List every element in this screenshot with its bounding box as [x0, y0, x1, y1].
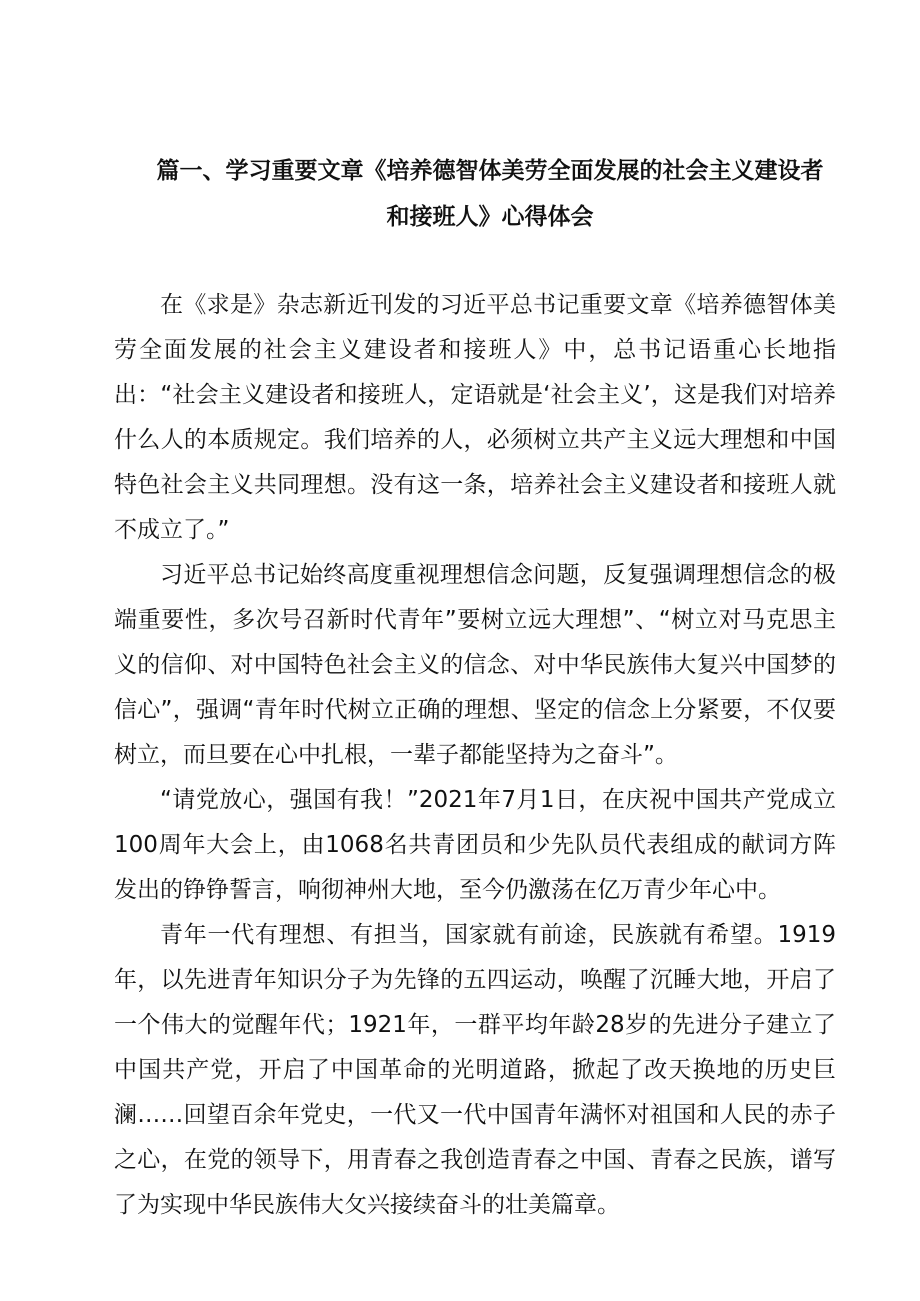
paragraph-1: 在《求是》杂志新近刊发的习近平总书记重要文章《培养德智体美劳全面发展的社会主义建设者和接班人》中，总书记语重心长地指出：“社会主义建设者和接班人，定语就是‘社会主义’，这是我们对培养什么人的本质规定。我们培养的人，必须树立共产主义远大理想和中国特色社会主义共同理想。没有这一条，培养社会主义建设者和接班人就不成立了。” [114, 292, 836, 543]
document-body [114, 283, 836, 1228]
paragraph-2: 习近平总书记始终高度重视理想信念问题，反复强调理想信念的极端重要性，多次号召新时代青年”要树立远大理想”、“树立对马克思主义的信仰、对中国特色社会主义的信念、对中华民族伟大复兴中国梦的信心”，强调“青年时代树立正确的理想、坚定的信念上分紧要，不仅要树立，而旦要在心中扎根，一辈子都能坚持为之奋斗”。 [114, 562, 836, 768]
document-title [130, 148, 850, 240]
title-line-1: 篇一、学习重要文章《培养德智体美劳全面发展的社会主义建设者 [156, 158, 824, 184]
title-line-2: 和接班人》心得体会 [386, 204, 594, 230]
paragraph-3: “请党放心，强国有我！”2021年7月1日，在庆祝中国共产党成立100周年大会上，由1068名共青团员和少先队员代表组成的献词方阵发出的铮铮誓言，响彻神州大地，至今仍激荡在亿万青少年心中。 [114, 787, 836, 903]
paragraph-4: 青年一代有理想、有担当，国家就有前途，民族就有希望。1919年，以先进青年知识分子为先锋的五四运动，唤醒了沉睡大地，开启了一个伟大的觉醒年代；1921年，一群平均年龄28岁的先进分子建立了中国共产党，开启了中国革命的光明道路，掀起了改天换地的历史巨澜……回望百余年党史，一代又一代中国青年满怀对祖国和人民的赤子之心，在党的领导下，用青春之我创造青春之中国、青春之民族，谱写了为实现中华民族伟大攵兴接续奋斗的壮美篇章。 [114, 922, 836, 1218]
